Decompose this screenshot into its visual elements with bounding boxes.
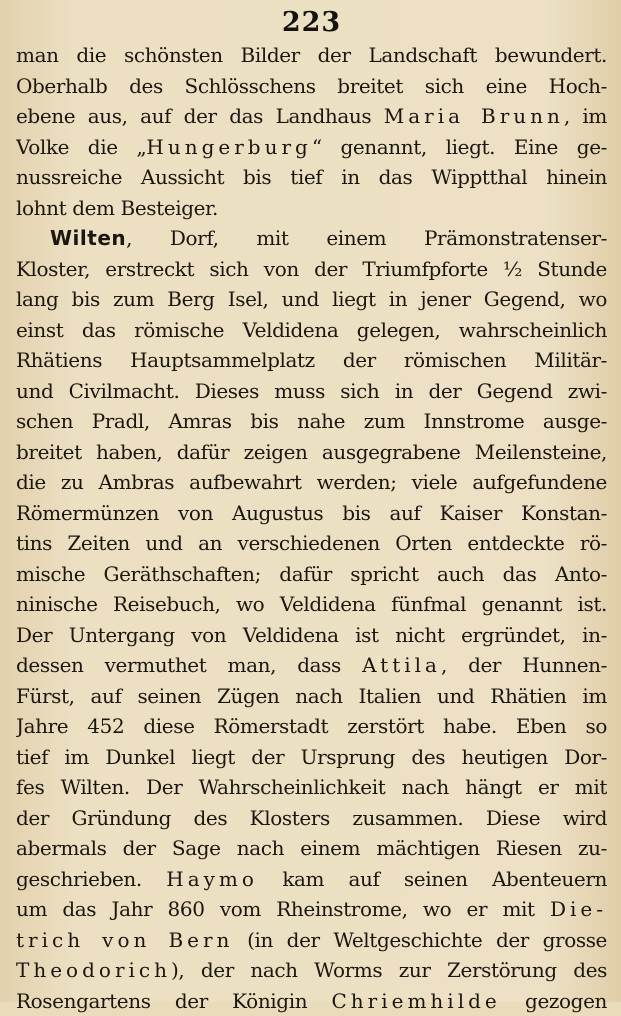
text-line (16, 254, 607, 285)
text-run: , im (564, 104, 607, 128)
text-run: um das Jahr 860 vom Rheinstrome, wo er mit (16, 897, 550, 921)
text-line (16, 162, 607, 193)
text-line (16, 894, 607, 925)
text-run: ebene aus, auf der das Landhaus (16, 104, 384, 128)
text-run: , der Hunnen- (441, 653, 607, 677)
text-line (16, 193, 607, 224)
text-run: breitet haben, dafür zeigen ausgegrabene Meilensteine, (16, 440, 607, 464)
spaced-name: Attila (362, 653, 441, 677)
text-run: nussreiche Aussicht bis tief in das Wipptthal hinein (16, 165, 607, 189)
text-run: man die schönsten Bilder der Landschaft bewundert. (16, 43, 607, 67)
text-run: der Gründung des Klosters zusammen. Diese wird (16, 806, 607, 830)
text-line (16, 376, 607, 407)
text-line (16, 467, 607, 498)
text-run: lohnt dem Besteiger. (16, 196, 218, 220)
spaced-name: Die- (550, 897, 607, 921)
text-line (16, 620, 607, 651)
text-line (16, 406, 607, 437)
spaced-name: trich von Bern (16, 928, 233, 952)
text-run: gezogen (501, 989, 607, 1013)
text-run: geschrieben. (16, 867, 166, 891)
text-run: “ genannt, liegt. Eine ge- (312, 135, 607, 159)
text-line (16, 284, 607, 315)
text-run: Rosengartens der Königin (16, 989, 331, 1013)
text-line (16, 803, 607, 834)
text-run: (in der Weltgeschichte der grosse (233, 928, 607, 952)
text-line (16, 711, 607, 742)
text-run: tins Zeiten und an verschiedenen Orten entdeckte rö- (16, 531, 607, 555)
text-run: dessen vermuthet man, dass (16, 653, 362, 677)
text-run: Volke die „ (16, 135, 146, 159)
text-line (16, 833, 607, 864)
text-run: Römermünzen von Augustus bis auf Kaiser Konstan- (16, 501, 607, 525)
text-run: abermals der Sage nach einem mächtigen Riesen zu- (16, 836, 607, 860)
text-line (16, 71, 607, 102)
spaced-name: Theodorich (16, 958, 171, 982)
text-line (16, 528, 607, 559)
text-run: Fürst, auf seinen Zügen nach Italien und Rhätien im (16, 684, 607, 708)
text-run: kam auf seinen Abenteuern (258, 867, 607, 891)
text-line (16, 864, 607, 895)
page-number: 223 (16, 8, 607, 38)
spaced-name: Maria Brunn (384, 104, 564, 128)
text-line (16, 559, 607, 590)
text-line (16, 681, 607, 712)
text-run: fes Wilten. Der Wahrscheinlichkeit nach hängt er mit (16, 775, 607, 799)
text-run: ninische Reisebuch, wo Veldidena fünfmal genannt ist. (16, 592, 607, 616)
text-run: ), der nach Worms zur Zerstörung des (171, 958, 607, 982)
text-body (16, 40, 607, 1016)
text-line (16, 650, 607, 681)
text-line (16, 589, 607, 620)
text-line (16, 223, 607, 254)
text-line (16, 315, 607, 346)
text-run: Oberhalb des Schlösschens breitet sich eine Hoch- (16, 74, 607, 98)
text-line (16, 101, 607, 132)
spaced-name: Chriemhilde (331, 989, 500, 1013)
text-line (16, 437, 607, 468)
text-run: mische Geräthschaften; dafür spricht auch das Anto- (16, 562, 607, 586)
text-run: die zu Ambras aufbewahrt werden; viele aufgefundene (16, 470, 607, 494)
text-line (16, 986, 607, 1016)
text-line (16, 498, 607, 529)
text-run: Der Untergang von Veldidena ist nicht ergründet, in- (16, 623, 607, 647)
text-run: und Civilmacht. Dieses muss sich in der Gegend zwi- (16, 379, 607, 403)
text-run: tief im Dunkel liegt der Ursprung des heutigen Dor- (16, 745, 607, 769)
text-line (16, 345, 607, 376)
text-run: Kloster, erstreckt sich von der Triumfpforte ½ Stunde (16, 257, 607, 281)
text-line (16, 772, 607, 803)
text-run: lang bis zum Berg Isel, und liegt in jener Gegend, wo (16, 287, 607, 311)
text-line (16, 955, 607, 986)
text-run: einst das römische Veldidena gelegen, wahrscheinlich (16, 318, 607, 342)
spaced-name: Hungerburg (146, 135, 311, 159)
text-run: , Dorf, mit einem Prämonstratenser- (126, 226, 607, 250)
text-line (16, 925, 607, 956)
spaced-name: Haymo (166, 867, 258, 891)
text-line (16, 742, 607, 773)
entry-keyword: Wilten (50, 226, 126, 250)
text-run: Rhätiens Hauptsammelplatz der römischen Militär- (16, 348, 607, 372)
text-run: Jahre 452 diese Römerstadt zerstört habe. Eben so (16, 714, 607, 738)
text-line (16, 40, 607, 71)
text-run: schen Pradl, Amras bis nahe zum Innstrome ausge- (16, 409, 607, 433)
text-line (16, 132, 607, 163)
